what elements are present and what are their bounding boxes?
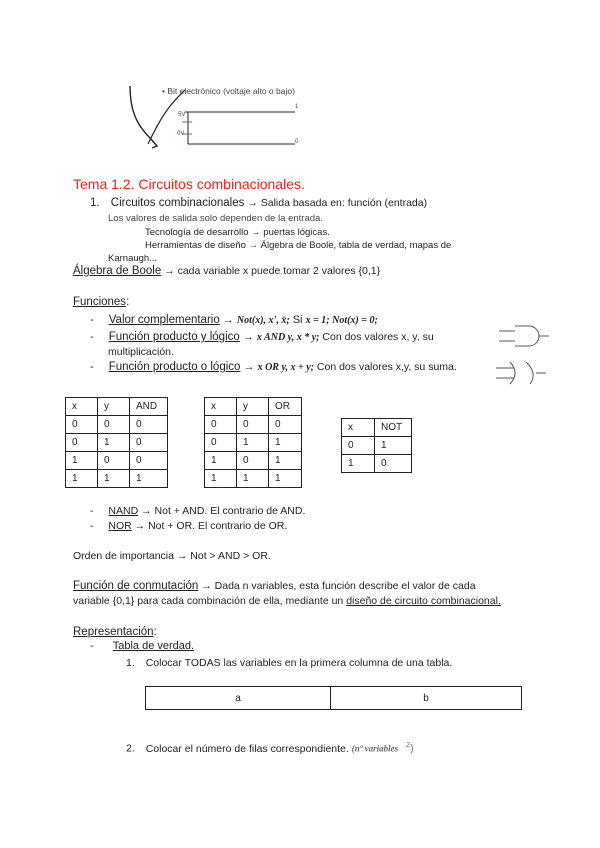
table-cell: 1 <box>98 434 130 452</box>
table-header: x <box>205 398 237 416</box>
table-cell: 0 <box>205 416 237 434</box>
tabla-sub: Tabla de verdad. <box>112 640 195 652</box>
table-row <box>342 455 412 473</box>
table-cell: 1 <box>66 452 98 470</box>
nand-rest: → Not + AND. El contrario de AND. <box>138 505 306 517</box>
table-cell: 1 <box>237 470 269 488</box>
item-head: Circuitos combinacionales <box>110 197 245 209</box>
or-table <box>204 397 302 488</box>
b2-head: Función producto y lógico <box>108 331 240 343</box>
boole-head: Álgebra de Boole <box>73 265 162 277</box>
table-header: NOT <box>375 419 412 437</box>
table-row <box>146 687 522 710</box>
table-row <box>66 416 168 434</box>
b1-math: Not(x), x', x̄; <box>236 315 290 326</box>
b2-arrow: → <box>239 331 257 343</box>
table-cell: 0 <box>205 434 237 452</box>
and-gate-icon <box>497 322 552 352</box>
table-cell: 1 <box>269 434 302 452</box>
table-header-row <box>66 398 168 416</box>
table-cell: 1 <box>205 452 237 470</box>
conmutacion-rest: → Dada n variables, esta función describe el valor de cada <box>198 580 476 592</box>
bullet-nand: - NAND → Not + AND. El contrario de AND. <box>90 505 306 517</box>
table-cell: 0 <box>98 452 130 470</box>
table-cell: 1 <box>269 470 302 488</box>
table-cell: 1 <box>130 470 168 488</box>
table-row <box>66 452 168 470</box>
table-row <box>205 452 302 470</box>
sketch-5v: 5V <box>178 112 186 118</box>
conmutacion-line1 <box>73 580 476 592</box>
or-gate-icon <box>494 360 549 388</box>
table-row <box>342 437 412 455</box>
b1-si: Si <box>289 314 306 326</box>
boole-rest: → cada variable x puede tomar 2 valores {0,1} <box>161 265 381 277</box>
sketch-one: 1 <box>295 104 299 110</box>
table-cell: 0 <box>130 452 168 470</box>
table-cell: 0 <box>237 416 269 434</box>
table-cell: 1 <box>205 470 237 488</box>
sketch-0v: 0V <box>177 131 185 137</box>
item-rest: → Salida basada en: función (entrada) <box>244 197 428 209</box>
table-row <box>205 470 302 488</box>
table-cell: 1 <box>375 437 412 455</box>
table-cell: 0 <box>269 416 302 434</box>
conmutacion-line2a: variable {0,1} para cada combinación de ella, mediante un <box>73 595 347 607</box>
nand-head: NAND <box>108 505 139 517</box>
item-circuitos <box>90 197 427 209</box>
not-table <box>341 418 412 473</box>
table-header: x <box>66 398 98 416</box>
boole-line <box>73 265 380 277</box>
bullet-nor: - NOR → Not + OR. El contrario de OR. <box>90 520 288 532</box>
table-cell: 0 <box>130 434 168 452</box>
bullet-producto-o: - Función producto o lógico → x OR y, x + y; Con dos valores x,y, su suma. <box>90 361 457 373</box>
sketch-zero: 0 <box>295 139 299 145</box>
table-cell: 1 <box>66 470 98 488</box>
nor-rest: → Not + OR. El contrario de OR. <box>131 520 288 532</box>
b3-head: Función producto o lógico <box>108 361 241 373</box>
table-header-row <box>342 419 412 437</box>
page-title: Tema 1.2. Circuitos combinacionales. <box>73 176 305 192</box>
table-header: y <box>237 398 269 416</box>
funciones-colon: : <box>126 296 130 308</box>
table-row <box>205 434 302 452</box>
table-row <box>205 416 302 434</box>
item-line5: Karnaugh... <box>108 253 158 264</box>
step-1-text: Colocar TODAS las variables en la primera columna de una tabla. <box>145 657 453 669</box>
funciones-heading <box>73 296 129 308</box>
table-cell: b <box>331 687 522 710</box>
bullet-producto-y: - Función producto y lógico → x AND y, x * y; Con dos valores x, y, su <box>90 331 434 343</box>
item-line3: Tecnología de desarrollo → puertas lógicas. <box>145 227 330 238</box>
bullet-valor: - Valor complementario → Not(x), x', x̄; Si x = 1; Not(x) = 0; <box>90 314 378 326</box>
table-cell: a <box>146 687 331 710</box>
step-1-num: 1. <box>126 657 135 669</box>
conmutacion-line2 <box>73 595 501 607</box>
table-cell: 0 <box>66 434 98 452</box>
table-header: OR <box>269 398 302 416</box>
orden-line: Orden de importancia → Not > AND > OR. <box>73 550 271 562</box>
table-cell: 1 <box>98 470 130 488</box>
bullet-tabla: - Tabla de verdad. <box>90 640 195 652</box>
table-cell: 0 <box>66 416 98 434</box>
item-line4: Herramientas de diseño → Álgebra de Boole, tabla de verdad, mapas de <box>145 240 452 251</box>
table-cell: 0 <box>130 416 168 434</box>
table-cell: 1 <box>342 455 375 473</box>
sketch-bullet: • Bit electrónico (voltaje alto o bajo) <box>162 86 295 96</box>
b1-head: Valor complementario <box>108 314 220 326</box>
table-header-row <box>205 398 302 416</box>
step-2-text: Colocar el número de filas correspondiente. <box>145 742 349 755</box>
sketch-diagram <box>120 78 320 153</box>
step-2-math: (nº variables <box>351 743 399 754</box>
b3-rest: Con dos valores x,y, su suma. <box>314 361 457 373</box>
b1-math2: x = 1; Not(x) = 0; <box>305 315 378 326</box>
b2-math: x AND y, x * y; <box>256 332 320 343</box>
b3-arrow: → <box>240 361 258 373</box>
conmutacion-line2b: diseño de circuito combinacional. <box>346 595 501 607</box>
table-row <box>66 434 168 452</box>
step-2-exp: 2 <box>406 742 411 749</box>
representacion-head: Representación <box>73 626 154 638</box>
b2-rest: Con dos valores x, y, su <box>319 331 434 343</box>
item-line2: Los valores de salida solo dependen de la entrada. <box>108 213 323 224</box>
table-header: AND <box>130 398 168 416</box>
step-1 <box>126 657 452 669</box>
table-cell: 1 <box>269 452 302 470</box>
table-header: x <box>342 419 375 437</box>
table-header: y <box>98 398 130 416</box>
item-number: 1. <box>90 197 100 209</box>
step-2 <box>126 742 414 755</box>
b3-math: x OR y, x + y; <box>257 362 314 373</box>
table-row <box>66 470 168 488</box>
table-cell: 1 <box>237 434 269 452</box>
step-2-close: ) <box>410 742 414 755</box>
funciones-head: Funciones <box>73 296 127 308</box>
nor-head: NOR <box>108 520 132 532</box>
table-cell: 0 <box>375 455 412 473</box>
b1-arrow: → <box>219 314 237 326</box>
and-table <box>65 397 168 488</box>
conmutacion-head: Función de conmutación <box>73 580 199 592</box>
representacion-colon: : <box>153 626 157 638</box>
step-2-num: 2. <box>126 742 135 755</box>
b2-line2: multiplicación. <box>108 346 174 358</box>
table-cell: 0 <box>237 452 269 470</box>
ab-table <box>145 686 522 710</box>
representacion-heading <box>73 626 157 638</box>
table-cell: 0 <box>98 416 130 434</box>
table-cell: 0 <box>342 437 375 455</box>
